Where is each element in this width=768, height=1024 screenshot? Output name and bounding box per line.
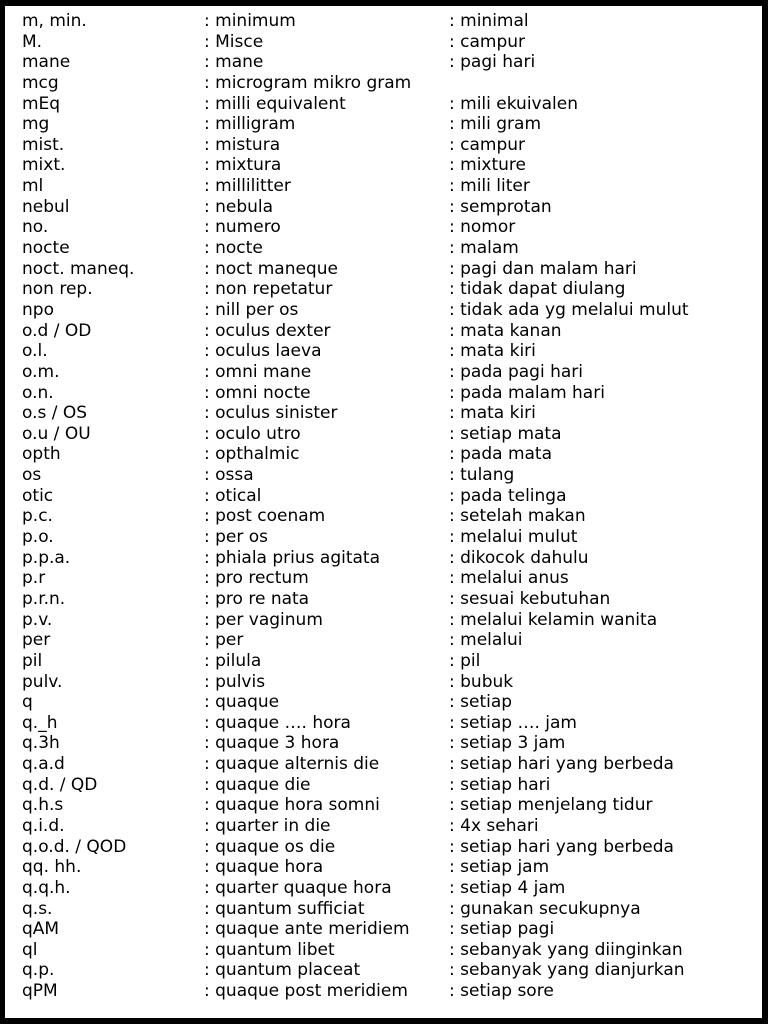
abbreviation-cell: noct. maneq. [22, 258, 135, 279]
abbreviation-cell: q.q.h. [22, 877, 71, 898]
latin-term-cell: : millilitter [204, 176, 291, 197]
latin-term-cell: : otical [204, 485, 262, 506]
abbreviation-cell: npo [22, 299, 54, 320]
glossary-row [5, 341, 762, 362]
latin-term-cell: : quarter quaque hora [204, 877, 392, 898]
meaning-cell: : pada mata [449, 444, 553, 465]
meaning-cell: : melalui anus [449, 568, 569, 589]
glossary-row [5, 857, 762, 878]
glossary-row [5, 651, 762, 672]
glossary-row [5, 672, 762, 693]
latin-term-cell: : pilula [204, 650, 262, 671]
meaning-cell: : setiap 4 jam [449, 877, 566, 898]
latin-term-cell: : milli equivalent [204, 93, 346, 114]
glossary-row [5, 713, 762, 734]
latin-term-cell: : mane [204, 52, 264, 73]
abbreviation-cell: otic [22, 485, 54, 506]
abbreviation-cell: M. [22, 31, 43, 52]
meaning-cell: : sebanyak yang diinginkan [449, 939, 683, 960]
meaning-cell: : melalui [449, 630, 523, 651]
meaning-cell: : pada pagi hari [449, 361, 583, 382]
abbreviation-cell: o.s / OS [22, 403, 88, 424]
latin-term-cell: : microgram mikro gram [204, 72, 412, 93]
meaning-cell: : mixture [449, 155, 526, 176]
meaning-cell: : minimal [449, 11, 529, 31]
glossary-row [5, 981, 762, 1002]
glossary-row [5, 589, 762, 610]
latin-term-cell: : quarter in die [204, 815, 331, 836]
abbreviation-cell: o.l. [22, 341, 48, 362]
meaning-cell: : tidak dapat diulang [449, 279, 626, 300]
meaning-cell: : setiap hari yang berbeda [449, 754, 674, 775]
glossary-row [5, 52, 762, 73]
abbreviation-cell: no. [22, 217, 49, 238]
meaning-cell: : setiap hari [449, 774, 551, 795]
meaning-cell: : mata kiri [449, 403, 536, 424]
abbreviation-cell: q.h.s [22, 795, 64, 816]
abbreviation-cell: o.u / OU [22, 423, 91, 444]
glossary-row [5, 197, 762, 218]
abbreviation-cell: mixt. [22, 155, 66, 176]
latin-term-cell: : quaque [204, 692, 280, 713]
glossary-row [5, 300, 762, 321]
meaning-cell: : setiap sore [449, 981, 554, 1002]
document-page [5, 6, 762, 1018]
abbreviation-cell: q [22, 692, 33, 713]
glossary-row [5, 135, 762, 156]
latin-term-cell: : quaque hora somni [204, 795, 380, 816]
glossary-row [5, 795, 762, 816]
meaning-cell: : tidak ada yg melalui mulut [449, 299, 689, 320]
abbreviation-cell: qAM [22, 919, 60, 940]
abbreviation-cell: q.o.d. / QOD [22, 836, 127, 857]
glossary-row [5, 506, 762, 527]
meaning-cell: : setelah makan [449, 506, 586, 527]
meaning-cell: : gunakan secukupnya [449, 898, 641, 919]
abbreviation-cell: mane [22, 52, 71, 73]
glossary-row [5, 11, 762, 32]
latin-term-cell: : numero [204, 217, 281, 238]
latin-term-cell: : oculus dexter [204, 320, 331, 341]
latin-term-cell: : Misce [204, 31, 264, 52]
meaning-cell: : melalui mulut [449, 527, 578, 548]
abbreviation-cell: mEq [22, 93, 61, 114]
glossary-row [5, 816, 762, 837]
meaning-cell: : semprotan [449, 196, 552, 217]
meaning-cell: : setiap jam [449, 857, 550, 878]
latin-term-cell: : milligram [204, 114, 296, 135]
meaning-cell: : setiap [449, 692, 513, 713]
latin-term-cell: : nocte [204, 238, 263, 259]
latin-term-cell: : post coenam [204, 506, 326, 527]
glossary-row [5, 610, 762, 631]
abbreviation-cell: mcg [22, 72, 59, 93]
latin-term-cell: : quaque alternis die [204, 754, 380, 775]
meaning-cell: : setiap 3 jam [449, 733, 566, 754]
latin-term-cell: : omni nocte [204, 382, 311, 403]
abbreviation-cell: p.p.a. [22, 547, 71, 568]
latin-term-cell: : opthalmic [204, 444, 300, 465]
abbreviation-cell: q.p. [22, 960, 55, 981]
abbreviation-cell: pulv. [22, 671, 63, 692]
meaning-cell: : pagi dan malam hari [449, 258, 637, 279]
meaning-cell: : setiap menjelang tidur [449, 795, 653, 816]
latin-term-cell: : quaque os die [204, 836, 336, 857]
meaning-cell: : mili ekuivalen [449, 93, 578, 114]
latin-term-cell: : per vaginum [204, 609, 323, 630]
glossary-row [5, 238, 762, 259]
meaning-cell: : mili gram [449, 114, 542, 135]
glossary-row [5, 465, 762, 486]
latin-term-cell: : oculo utro [204, 423, 301, 444]
meaning-cell: : bubuk [449, 671, 514, 692]
abbreviation-cell: qq. hh. [22, 857, 82, 878]
glossary-row [5, 321, 762, 342]
abbreviation-cell: o.n. [22, 382, 54, 403]
meaning-cell: : mata kanan [449, 320, 562, 341]
latin-term-cell: : phiala prius agitata [204, 547, 381, 568]
latin-term-cell: : mistura [204, 134, 281, 155]
abbreviation-cell: p.c. [22, 506, 53, 527]
glossary-row [5, 444, 762, 465]
latin-term-cell: : pro rectum [204, 568, 309, 589]
glossary-row [5, 754, 762, 775]
latin-term-cell: : nebula [204, 196, 274, 217]
glossary-row [5, 94, 762, 115]
abbreviation-cell: o.m. [22, 361, 60, 382]
glossary-row [5, 362, 762, 383]
glossary-row [5, 940, 762, 961]
abbreviation-cell: mg [22, 114, 50, 135]
latin-term-cell: : quaque hora [204, 857, 324, 878]
glossary-row [5, 259, 762, 280]
abbreviation-cell: q.d. / QD [22, 774, 98, 795]
meaning-cell: : setiap hari yang berbeda [449, 836, 674, 857]
meaning-cell: : pada malam hari [449, 382, 605, 403]
abbreviation-cell: p.r.n. [22, 588, 66, 609]
meaning-cell: : 4x sehari [449, 815, 539, 836]
glossary-row [5, 424, 762, 445]
latin-term-cell: : mixtura [204, 155, 282, 176]
abbreviation-cell: ql [22, 939, 38, 960]
meaning-cell: : mili liter [449, 176, 530, 197]
meaning-cell: : dikocok dahulu [449, 547, 589, 568]
glossary-row [5, 279, 762, 300]
abbreviation-cell: p.o. [22, 527, 54, 548]
glossary-row [5, 73, 762, 94]
latin-term-cell: : pro re nata [204, 588, 310, 609]
abbreviation-cell: p.v. [22, 609, 53, 630]
glossary-row [5, 692, 762, 713]
glossary-row [5, 899, 762, 920]
glossary-row [5, 775, 762, 796]
abbreviation-cell: opth [22, 444, 61, 465]
abbreviation-cell: nebul [22, 196, 70, 217]
meaning-cell: : sesuai kebutuhan [449, 588, 611, 609]
glossary-row [5, 568, 762, 589]
abbreviation-cell: qPM [22, 981, 58, 1002]
latin-term-cell: : pulvis [204, 671, 266, 692]
meaning-cell: : campur [449, 31, 526, 52]
abbreviation-list [5, 11, 762, 1002]
abbreviation-cell: p.r [22, 568, 46, 589]
latin-term-cell: : non repetatur [204, 279, 333, 300]
glossary-row [5, 919, 762, 940]
glossary-row [5, 527, 762, 548]
meaning-cell: : sebanyak yang dianjurkan [449, 960, 685, 981]
latin-term-cell: : quaque die [204, 774, 311, 795]
latin-term-cell: : oculus laeva [204, 341, 322, 362]
abbreviation-cell: non rep. [22, 279, 93, 300]
latin-term-cell: : quaque ante meridiem [204, 919, 410, 940]
meaning-cell: : pagi hari [449, 52, 536, 73]
latin-term-cell: : quantum sufficiat [204, 898, 365, 919]
glossary-row [5, 176, 762, 197]
abbreviation-cell: o.d / OD [22, 320, 92, 341]
glossary-row [5, 486, 762, 507]
glossary-row [5, 837, 762, 858]
latin-term-cell: : omni mane [204, 361, 312, 382]
glossary-row [5, 960, 762, 981]
meaning-cell: : tulang [449, 465, 515, 486]
latin-term-cell: : minimum [204, 11, 296, 31]
latin-term-cell: : oculus sinister [204, 403, 338, 424]
abbreviation-cell: mist. [22, 134, 65, 155]
meaning-cell: : melalui kelamin wanita [449, 609, 658, 630]
glossary-row [5, 217, 762, 238]
latin-term-cell: : per [204, 630, 244, 651]
latin-term-cell: : quaque post meridiem [204, 981, 408, 1002]
meaning-cell: : mata kiri [449, 341, 536, 362]
meaning-cell: : pada telinga [449, 485, 567, 506]
glossary-row [5, 878, 762, 899]
meaning-cell: : setiap …. jam [449, 712, 577, 733]
glossary-row [5, 630, 762, 651]
latin-term-cell: : ossa [204, 465, 254, 486]
glossary-row [5, 733, 762, 754]
latin-term-cell: : quaque …. hora [204, 712, 351, 733]
latin-term-cell: : quantum placeat [204, 960, 361, 981]
glossary-row [5, 155, 762, 176]
abbreviation-cell: per [22, 630, 51, 651]
meaning-cell: : setiap pagi [449, 919, 555, 940]
latin-term-cell: : quantum libet [204, 939, 335, 960]
meaning-cell: : setiap mata [449, 423, 562, 444]
abbreviation-cell: m, min. [22, 11, 87, 31]
abbreviation-cell: q._h [22, 712, 58, 733]
abbreviation-cell: q.a.d [22, 754, 65, 775]
latin-term-cell: : noct maneque [204, 258, 338, 279]
meaning-cell: : campur [449, 134, 526, 155]
latin-term-cell: : quaque 3 hora [204, 733, 340, 754]
abbreviation-cell: ml [22, 176, 44, 197]
latin-term-cell: : per os [204, 527, 269, 548]
abbreviation-cell: pil [22, 650, 43, 671]
meaning-cell: : nomor [449, 217, 516, 238]
abbreviation-cell: q.i.d. [22, 815, 65, 836]
glossary-row [5, 548, 762, 569]
glossary-row [5, 32, 762, 53]
abbreviation-cell: q.3h [22, 733, 60, 754]
abbreviation-cell: nocte [22, 238, 70, 259]
meaning-cell: : pil [449, 650, 481, 671]
meaning-cell: : malam [449, 238, 519, 259]
glossary-row [5, 114, 762, 135]
abbreviation-cell: os [22, 465, 42, 486]
latin-term-cell: : nill per os [204, 299, 299, 320]
glossary-row [5, 403, 762, 424]
abbreviation-cell: q.s. [22, 898, 53, 919]
glossary-row [5, 383, 762, 404]
